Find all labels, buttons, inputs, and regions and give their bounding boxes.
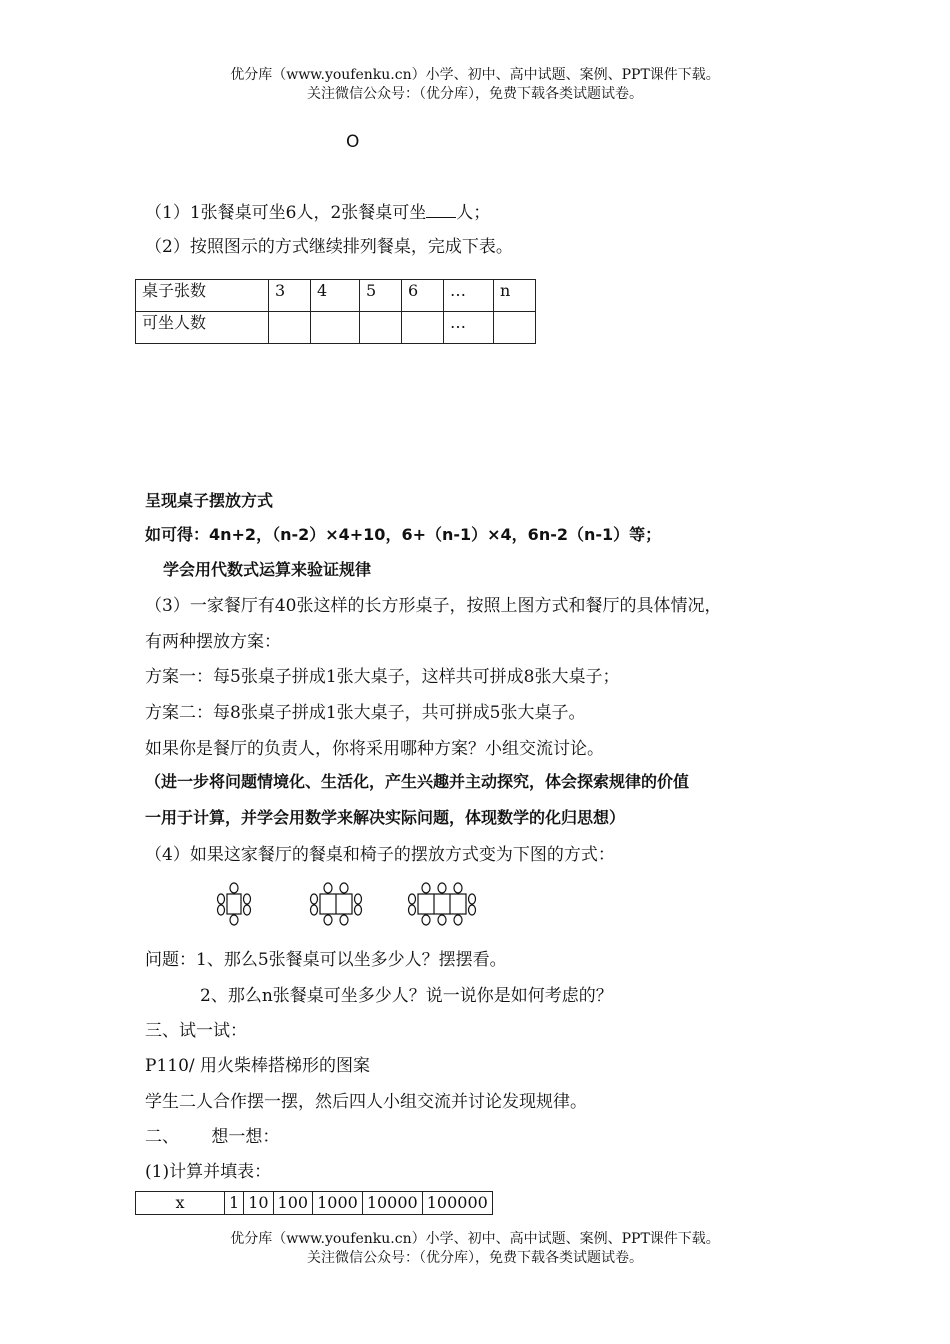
questions-line-2: 2、那么n张餐桌可坐多少人？说一说你是如何考虑的？ xyxy=(200,986,613,1006)
row-header-seats: 可坐人数 xyxy=(136,312,269,344)
question-4: （4）如果这家餐厅的餐桌和椅子的摆放方式变为下图的方式： xyxy=(145,845,615,865)
note-line-1: （进一步将问题情境化、生活化，产生兴趣并主动探究，体会探索规律的价值 xyxy=(145,772,690,791)
page-footer xyxy=(0,1230,950,1268)
section-2-title: 二、 想一想： xyxy=(145,1127,280,1147)
bold-formula: 如可得：4n+2，（n-2）×4+10，6+（n-1）×4，6n-2（n-1）等； xyxy=(145,525,662,544)
question-3-line-2: 有两种摆放方案： xyxy=(145,632,281,652)
table-row xyxy=(136,1192,493,1215)
table-input-cell[interactable] xyxy=(494,312,536,344)
p110-line: P110/ 用火柴棒搭梯形的图案 xyxy=(145,1056,371,1076)
table-cell: 3 xyxy=(269,280,311,312)
table-input-cell[interactable] xyxy=(269,312,311,344)
header-line-1: 优分库（www.youfenku.cn）小学、初中、高中试题、案例、PPT课件下载。 xyxy=(230,67,720,83)
question-3-line-1: （3）一家餐厅有40张这样的长方形桌子，按照上图方式和餐厅的具体情况， xyxy=(145,596,722,616)
table-cell: 6 xyxy=(402,280,444,312)
section-3-title: 三、试一试： xyxy=(145,1021,247,1041)
x-header-cell: x xyxy=(136,1192,225,1215)
table-tables-vs-seats xyxy=(135,279,536,344)
question-1-tail: 人； xyxy=(456,203,491,223)
table-input-cell[interactable] xyxy=(360,312,402,344)
plan-2: 方案二：每8张桌子拼成1张大桌子，共可拼成5张大桌子。 xyxy=(145,703,586,723)
table-cell: 4 xyxy=(311,280,360,312)
circle-mark: O xyxy=(346,132,360,152)
table-x-values xyxy=(135,1191,493,1215)
bold-present: 呈现桌子摆放方式 xyxy=(145,491,274,510)
answer-blank[interactable] xyxy=(426,203,456,218)
table-input-cell[interactable] xyxy=(402,312,444,344)
table-arrangement-figure xyxy=(210,878,490,928)
note-line-2: 一用于计算，并学会用数学来解决实际问题，体现数学的化归思想） xyxy=(145,808,626,827)
table-cell: 100000 xyxy=(422,1192,492,1215)
question-1 xyxy=(145,198,490,223)
students-line: 学生二人合作摆一摆，然后四人小组交流并讨论发现规律。 xyxy=(145,1092,587,1112)
table-cell: 1 xyxy=(225,1192,244,1215)
plan-1: 方案一：每5张桌子拼成1张大桌子，这样共可拼成8张大桌子； xyxy=(145,667,620,687)
table-cell: 10 xyxy=(244,1192,273,1215)
table-cell: … xyxy=(444,280,494,312)
question-1-text: （1）1张餐桌可坐6人，2张餐桌可坐 xyxy=(145,203,427,223)
table-row xyxy=(136,280,536,312)
question-2: （2）按照图示的方式继续排列餐桌，完成下表。 xyxy=(145,237,513,257)
row-header-tables: 桌子张数 xyxy=(136,280,269,312)
header-line-2: 关注微信公众号：（优分库），免费下载各类试题试卷。 xyxy=(307,86,643,102)
table-cell: … xyxy=(444,312,494,344)
table-cell: 1000 xyxy=(313,1192,363,1215)
footer-line-1: 优分库（www.youfenku.cn）小学、初中、高中试题、案例、PPT课件下载。 xyxy=(230,1231,720,1247)
arrangement-2-tables xyxy=(311,883,362,925)
footer-line-2: 关注微信公众号：（优分库），免费下载各类试题试卷。 xyxy=(307,1250,643,1266)
table-cell: 10000 xyxy=(362,1192,422,1215)
calc-line: (1)计算并填表： xyxy=(145,1162,272,1182)
questions-line-1: 问题：1、那么5张餐桌可以坐多少人？摆摆看。 xyxy=(145,950,507,970)
table-cell: 5 xyxy=(360,280,402,312)
arrangement-3-tables xyxy=(409,883,476,925)
page-header xyxy=(0,66,950,104)
table-row xyxy=(136,312,536,344)
arrangement-1-table xyxy=(218,883,251,925)
table-cell: 100 xyxy=(273,1192,313,1215)
table-input-cell[interactable] xyxy=(311,312,360,344)
bold-verify: 学会用代数式运算来验证规律 xyxy=(163,560,372,579)
question-3-ask: 如果你是餐厅的负责人，你将采用哪种方案？小组交流讨论。 xyxy=(145,739,604,759)
table-cell: n xyxy=(494,280,536,312)
